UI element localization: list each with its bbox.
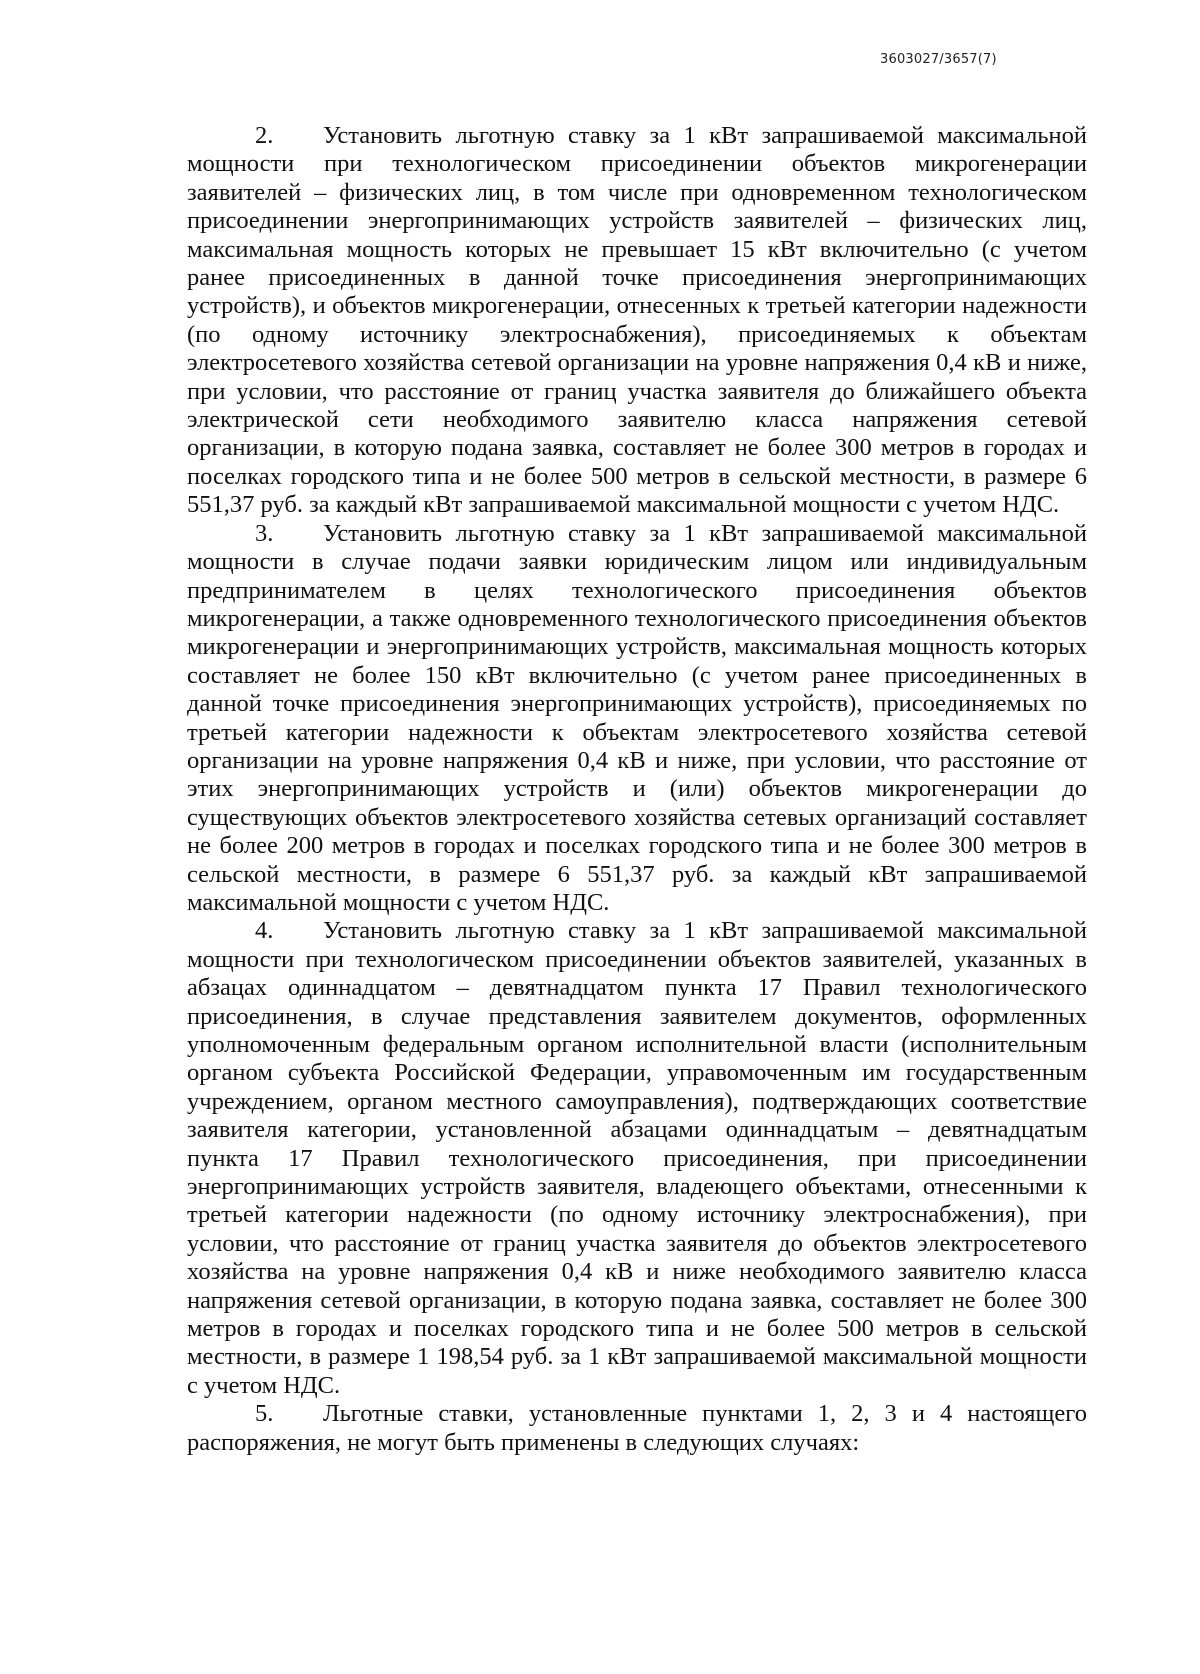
- paragraph-number: 5.: [255, 1400, 274, 1428]
- paragraph-5: [187, 1400, 1087, 1457]
- document-code: 3603027/3657(7): [880, 52, 997, 67]
- document-body: [187, 122, 1087, 1457]
- paragraph-number: 2.: [255, 122, 274, 149]
- paragraph-2: [187, 122, 1087, 520]
- paragraph-4: [187, 917, 1087, 1400]
- paragraph-text: Установить льготную ставку за 1 кВт запрашиваемой максимальной мощности при технологическом присоединении объектов микрогенерации заявителей – физических лиц, в том числе при одновременном технологическом присоединении энергопринимающих устройств заявителей – физических лиц, максимальная мощность которых не превышает 15 кВт включительно (с учетом ранее присоединенных в данной точке присоединения энергопринимающих устройств), и объектов микрогенерации, отнесенных к третьей категории надежности (по одному источнику электроснабжения), присоединяемых к объектам электросетевого хозяйства сетевой организации на уровне напряжения 0,4 кВ и ниже, при условии, что расстояние от границ участка заявителя до ближайшего объекта электрической сети необходимого заявителю класса напряжения сетевой организации, в которую подана заявка, составляет не более 300 метров в городах и поселках городского типа и не более 500 метров в сельской местности, в размере 6 551,37 руб. за каждый кВт запрашиваемой максимальной мощности с учетом НДС.: [187, 122, 1087, 519]
- paragraph-number: 3.: [255, 519, 274, 547]
- paragraph-number: 4.: [255, 917, 274, 945]
- paragraph-text: Льготные ставки, установленные пунктами 1, 2, 3 и 4 настоящего распоряжения, не могут быть применены в следующих случаях:: [187, 1400, 1087, 1456]
- paragraph-text: Установить льготную ставку за 1 кВт запрашиваемой максимальной мощности в случае подачи заявки юридическим лицом или индивидуальным предпринимателем в целях технологического присоединения объектов микрогенерации, а также одновременного технологического присоединения объектов микрогенерации и энергопринимающих устройств, максимальная мощность которых составляет не более 150 кВт включительно (с учетом ранее присоединенных в данной точке присоединения энергопринимающих устройств), присоединяемых по третьей категории надежности к объектам электросетевого хозяйства сетевой организации на уровне напряжения 0,4 кВ и ниже, при условии, что расстояние от этих энергопринимающих устройств и (или) объектов микрогенерации до существующих объектов электросетевого хозяйства сетевых организаций составляет не более 200 метров в городах и поселках городского типа и не более 300 метров в сельской местности, в размере 6 551,37 руб. за каждый кВт запрашиваемой максимальной мощности с учетом НДС.: [187, 519, 1087, 916]
- paragraph-3: [187, 520, 1087, 918]
- paragraph-text: Установить льготную ставку за 1 кВт запрашиваемой максимальной мощности при технологическом присоединении объектов заявителей, указанных в абзацах одиннадцатом – девятнадцатом пункта 17 Правил технологического присоединения, в случае представления заявителем документов, оформленных уполномоченным федеральным органом исполнительной власти (исполнительным органом субъекта Российской Федерации, управомоченным им государственным учреждением, органом местного самоуправления), подтверждающих соответствие заявителя категории, установленной абзацами одиннадцатым – девятнадцатым пункта 17 Правил технологического присоединения, при присоединении энергопринимающих устройств заявителя, владеющего объектами, отнесенными к третьей категории надежности (по одному источнику электроснабжения), при условии, что расстояние от границ участка заявителя до объектов электросетевого хозяйства на уровне напряжения 0,4 кВ и ниже необходимого заявителю класса напряжения сетевой организации, в которую подана заявка, составляет не более 300 метров в городах и поселках городского типа и не более 500 метров в сельской местности, в размере 1 198,54 руб. за 1 кВт запрашиваемой максимальной мощности с учетом НДС.: [187, 917, 1087, 1399]
